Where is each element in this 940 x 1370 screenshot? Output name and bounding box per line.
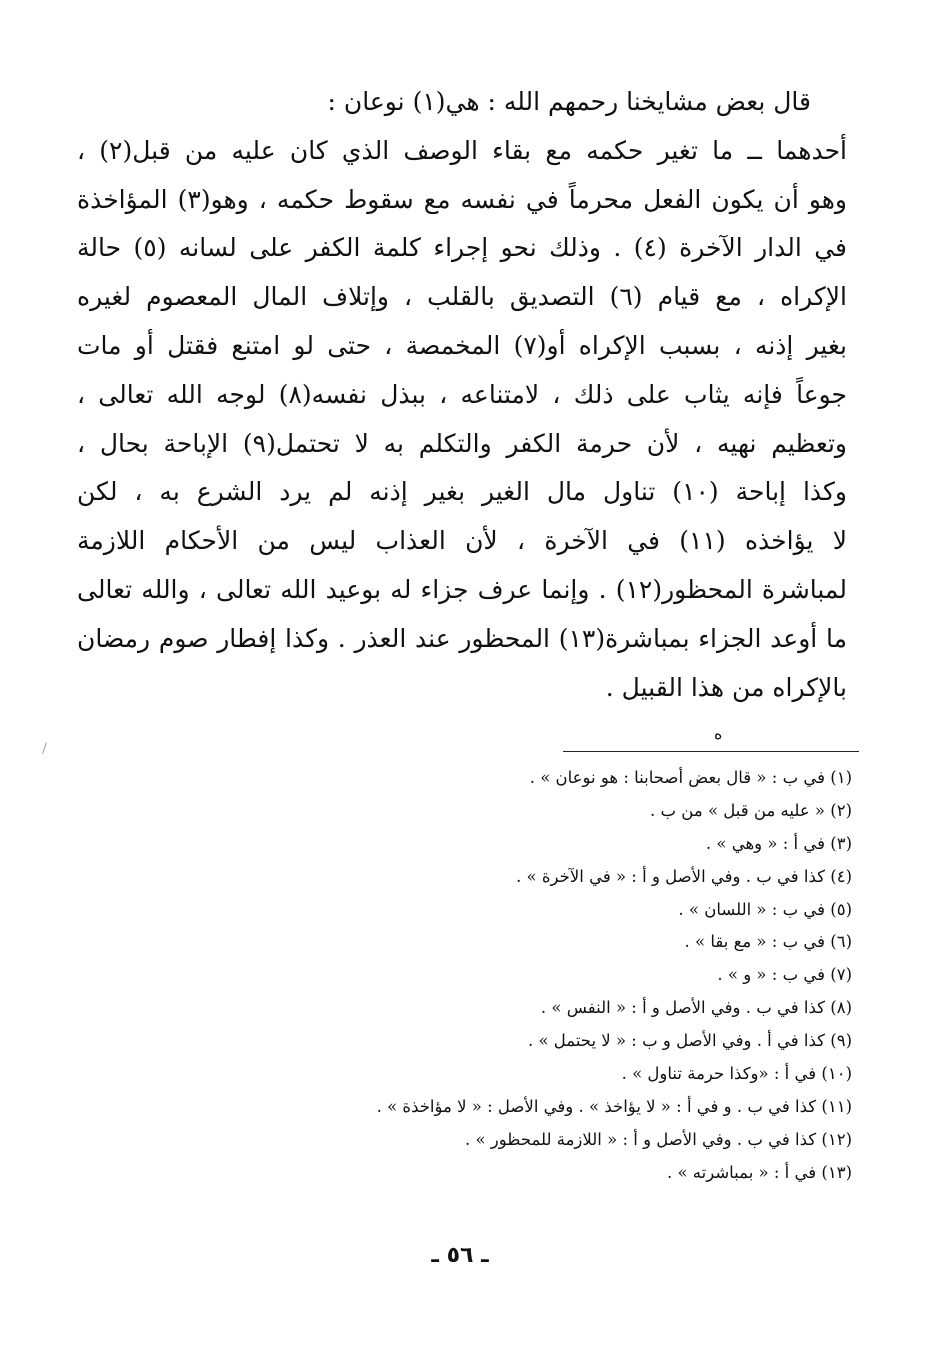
- text-line: قال بعض مشايخنا رحمهم الله : هي(١) نوعان :: [327, 87, 811, 116]
- text-line: الإكراه ، مع قيام (٦) التصديق بالقلب ، وإتلاف المال المعصوم لغيره: [77, 282, 847, 312]
- footnote: (٢) « عليه من قبل » من ب .: [650, 800, 852, 820]
- footnotes: [92, 762, 852, 1190]
- main-text: [77, 78, 847, 712]
- footnote: (٨) كذا في ب . وفي الأصل و أ : « النفس » .: [540, 998, 852, 1018]
- text-line: بالإكراه من هذا القبيل .: [605, 672, 847, 702]
- text-line: وتعظيم نهيه ، لأن حرمة الكفر والتكلم به لا تحتمل(٩) الإباحة بحال ،: [77, 428, 847, 458]
- text-line: ما أوعد الجزاء بمباشرة(١٣) المحظور عند العذر . وكذا إفطار صوم رمضان: [77, 623, 847, 653]
- text-line: في الدار الآخرة (٤) . وذلك نحو إجراء كلمة الكفر على لسانه (٥) حالة: [77, 233, 847, 263]
- footnote: (٧) في ب : « و » .: [717, 965, 852, 985]
- footnote: (١٣) في أ : « بمباشرته » .: [666, 1162, 852, 1182]
- footnote: (٩) كذا في أ . وفي الأصل و ب : « لا يحتمل » .: [527, 1031, 852, 1051]
- text-line: بغير إذنه ، بسبب الإكراه أو(٧) المخمصة ، حتى لو امتنع فقتل أو مات: [77, 330, 847, 360]
- footnote: (١١) كذا في ب . و في أ : « لا يؤاخذ » . وفي الأصل : « لا مؤاخذة » .: [376, 1096, 852, 1116]
- text-line: وكذا إباحة (١٠) تناول مال الغير بغير إذنه لم يرد الشرع به ، لكن: [77, 477, 847, 507]
- page-number: ـ ٥٦ ـ: [431, 1243, 489, 1268]
- section-mark: ه: [714, 724, 723, 743]
- footnote: (١٠) في أ : «وكذا حرمة تناول » .: [621, 1064, 852, 1084]
- text-line: لا يؤاخذه (١١) في الآخرة ، لأن العذاب ليس من الأحكام اللازمة: [77, 526, 847, 556]
- scan-speck: [42, 742, 47, 754]
- footnote: (٤) كذا في ب . وفي الأصل و أ : « في الآخرة » .: [516, 866, 852, 886]
- footnote-separator: [563, 751, 859, 752]
- footnote: (٦) في ب : « مع بقا » .: [684, 932, 852, 952]
- footnote: (٣) في أ : « وهي » .: [705, 833, 852, 853]
- footnote: (٥) في ب : « اللسان » .: [678, 899, 852, 919]
- footnote: (١٢) كذا في ب . وفي الأصل و أ : « اللازمة للمحظور » .: [464, 1129, 852, 1149]
- footnote: (١) في ب : « قال بعض أصحابنا : هو نوعان » .: [529, 768, 852, 787]
- text-line: وهو أن يكون الفعل محرماً في نفسه مع سقوط حكمه ، وهو(٣) المؤاخذة: [77, 184, 847, 214]
- text-line: أحدهما ــ ما تغير حكمه مع بقاء الوصف الذي كان عليه من قبل(٢) ،: [77, 135, 847, 165]
- text-line: لمباشرة المحظور(١٢) . وإنما عرف جزاء له بوعيد الله تعالى ، والله تعالى: [77, 574, 847, 604]
- text-line: جوعاً فإنه يثاب على ذلك ، لامتناعه ، ببذل نفسه(٨) لوجه الله تعالى ،: [77, 379, 847, 409]
